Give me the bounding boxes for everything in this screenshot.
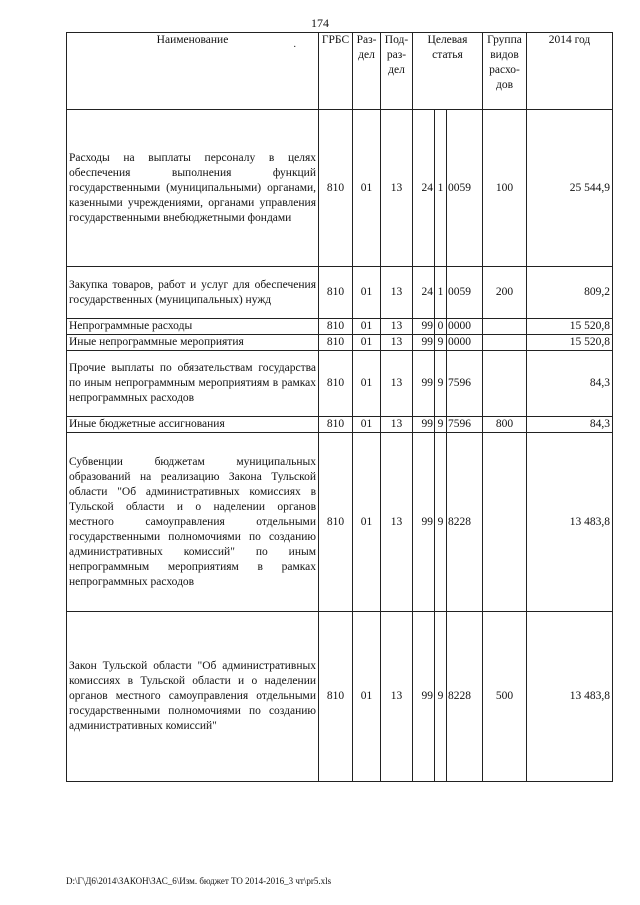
row-target-direction: 0000 — [447, 319, 483, 335]
row-target-direction: 0059 — [447, 267, 483, 319]
row-target-subprogram: 1 — [435, 110, 447, 267]
header-group-line: расхо- — [489, 64, 520, 76]
row-amount: 13 483,8 — [527, 612, 613, 782]
row-grbs: 810 — [319, 433, 353, 612]
row-expense-group: 100 — [483, 110, 527, 267]
page-number: 174 — [311, 16, 329, 30]
row-expense-group — [483, 335, 527, 351]
header-name: Наименование — [156, 34, 229, 46]
row-grbs: 810 — [319, 417, 353, 433]
row-target-program: 99 — [413, 319, 435, 335]
header-razdel-line: дел — [358, 49, 375, 61]
header-podrazdel — [381, 33, 413, 110]
header-podrazdel-line: дел — [388, 64, 405, 76]
row-podrazdel: 13 — [381, 351, 413, 417]
row-razdel: 01 — [353, 335, 381, 351]
row-name: Прочие выплаты по обязательствам государства по иным непрограммным мероприятиям в рамках непрограммных расходов — [67, 351, 319, 417]
table-row — [67, 110, 613, 267]
row-target-subprogram: 9 — [435, 335, 447, 351]
row-target-program: 99 — [413, 612, 435, 782]
row-grbs: 810 — [319, 612, 353, 782]
row-target-program: 24 — [413, 267, 435, 319]
row-razdel: 01 — [353, 417, 381, 433]
row-target-direction: 7596 — [447, 417, 483, 433]
header-grbs: ГРБС — [319, 33, 353, 110]
table-row — [67, 433, 613, 612]
row-podrazdel: 13 — [381, 612, 413, 782]
header-target-article — [413, 33, 483, 110]
row-target-subprogram: 9 — [435, 417, 447, 433]
header-name-mark: . — [293, 39, 296, 50]
row-target-direction: 0059 — [447, 110, 483, 267]
row-name: Расходы на выплаты персоналу в целях обеспечения выполнения функций государственными (муниципальными) органами, казенными учреждениями, органами управления государственными внебюджетными фондами — [67, 110, 319, 267]
row-podrazdel: 13 — [381, 267, 413, 319]
row-target-direction: 8228 — [447, 612, 483, 782]
header-razdel-line: Раз- — [356, 34, 377, 46]
row-name: Непрограммные расходы — [67, 319, 319, 335]
footer-file-path: D:\Г\Д6\2014\ЗАКОН\ЗАС_6\Изм. бюджет ТО 2014-2016_3 чт\pr5.xls — [66, 876, 332, 886]
table-row — [67, 417, 613, 433]
row-target-program: 99 — [413, 433, 435, 612]
row-razdel: 01 — [353, 110, 381, 267]
table-row — [67, 335, 613, 351]
row-target-program: 99 — [413, 335, 435, 351]
row-amount: 13 483,8 — [527, 433, 613, 612]
header-group-line: дов — [495, 79, 514, 91]
header-podrazdel-line: Под- — [384, 34, 409, 46]
row-razdel: 01 — [353, 319, 381, 335]
table-row — [67, 267, 613, 319]
row-amount: 809,2 — [527, 267, 613, 319]
row-target-subprogram: 9 — [435, 612, 447, 782]
row-target-program: 99 — [413, 417, 435, 433]
row-expense-group: 800 — [483, 417, 527, 433]
row-target-direction: 0000 — [447, 335, 483, 351]
row-expense-group — [483, 351, 527, 417]
row-grbs: 810 — [319, 319, 353, 335]
row-grbs: 810 — [319, 335, 353, 351]
table-row — [67, 351, 613, 417]
row-name: Закон Тульской области "Об административных комиссиях в Тульской области и о наделении органов местного самоуправления отдельными государственными полномочиями по созданию административных комиссий" — [67, 612, 319, 782]
row-razdel: 01 — [353, 612, 381, 782]
row-amount: 84,3 — [527, 417, 613, 433]
row-name: Иные бюджетные ассигнования — [67, 417, 319, 433]
row-amount: 25 544,9 — [527, 110, 613, 267]
row-expense-group — [483, 319, 527, 335]
row-target-subprogram: 1 — [435, 267, 447, 319]
row-podrazdel: 13 — [381, 319, 413, 335]
row-expense-group: 200 — [483, 267, 527, 319]
row-target-direction: 7596 — [447, 351, 483, 417]
header-razdel — [353, 33, 381, 110]
table-row — [67, 612, 613, 782]
header-expense-group — [483, 33, 527, 110]
header-group-line: Группа — [487, 34, 522, 46]
header-target-line: статья — [432, 49, 463, 61]
row-razdel: 01 — [353, 433, 381, 612]
row-podrazdel: 13 — [381, 433, 413, 612]
row-grbs: 810 — [319, 110, 353, 267]
row-grbs: 810 — [319, 267, 353, 319]
row-target-subprogram: 9 — [435, 351, 447, 417]
row-name: Закупка товаров, работ и услуг для обеспечения государственных (муниципальных) нужд — [67, 267, 319, 319]
header-target-line: Целевая — [427, 34, 468, 46]
row-target-subprogram: 0 — [435, 319, 447, 335]
row-expense-group: 500 — [483, 612, 527, 782]
header-year: 2014 год — [527, 33, 613, 110]
row-amount: 15 520,8 — [527, 319, 613, 335]
row-razdel: 01 — [353, 351, 381, 417]
header-group-line: видов — [490, 49, 519, 61]
row-podrazdel: 13 — [381, 335, 413, 351]
row-target-direction: 8228 — [447, 433, 483, 612]
row-amount: 15 520,8 — [527, 335, 613, 351]
row-target-subprogram: 9 — [435, 433, 447, 612]
row-amount: 84,3 — [527, 351, 613, 417]
budget-table — [66, 32, 613, 782]
table-header-row — [67, 33, 613, 110]
row-grbs: 810 — [319, 351, 353, 417]
row-target-program: 99 — [413, 351, 435, 417]
table-row — [67, 319, 613, 335]
header-name-cell — [67, 33, 319, 110]
row-expense-group — [483, 433, 527, 612]
row-podrazdel: 13 — [381, 417, 413, 433]
row-razdel: 01 — [353, 267, 381, 319]
header-podrazdel-line: раз- — [386, 49, 407, 61]
row-name: Иные непрограммные мероприятия — [67, 335, 319, 351]
row-podrazdel: 13 — [381, 110, 413, 267]
row-target-program: 24 — [413, 110, 435, 267]
row-name: Субвенции бюджетам муниципальных образований на реализацию Закона Тульской области "Об административных комиссиях в Тульской области и о наделении органов местного самоуправления отдельными государственными полномочиями по созданию административных комиссий" по иным непрограммным мероприятиям в рамках непрограммных расходов — [67, 433, 319, 612]
